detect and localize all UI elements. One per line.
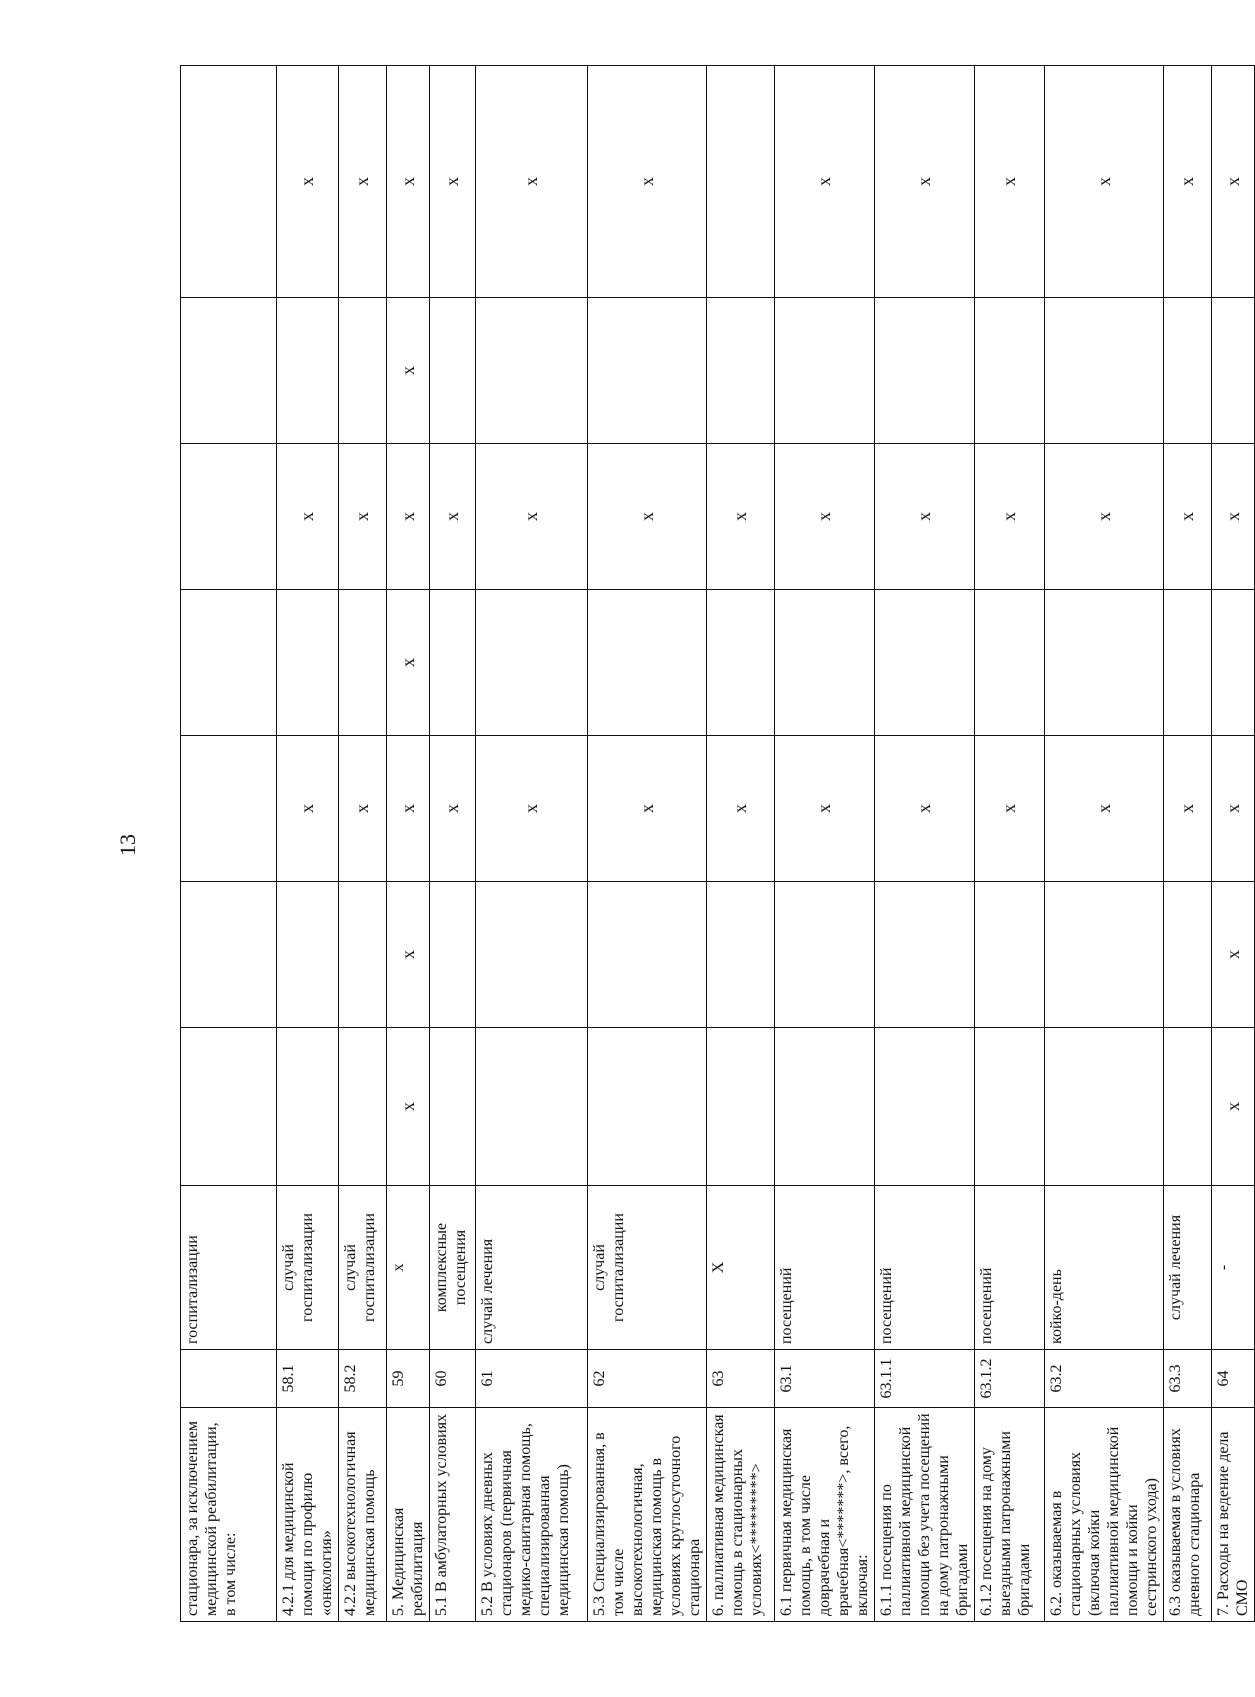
cell-col7 (430, 590, 476, 736)
cell-col10: х (430, 66, 476, 298)
cell-col7 (775, 590, 875, 736)
row-code: 63 (707, 1350, 775, 1408)
cell-col5: х (1212, 882, 1255, 1028)
cell-col6: х (875, 736, 975, 882)
table-row (430, 66, 476, 1622)
row-name: 4.2.1 для медицинской помощи по профилю «онкология» (277, 1408, 339, 1622)
cell-col6: х (277, 736, 339, 882)
cell-col5 (1045, 882, 1164, 1028)
cell-col9 (775, 298, 875, 444)
cell-col5 (975, 882, 1045, 1028)
cell-col5 (588, 882, 707, 1028)
table-row (707, 66, 775, 1622)
cell-col7 (277, 590, 339, 736)
cell-col6: х (476, 736, 588, 882)
table-row (181, 66, 277, 1622)
row-unit: случай лечения (1164, 1186, 1212, 1350)
row-unit: случай госпитализации (339, 1186, 387, 1350)
cell-col9 (588, 298, 707, 444)
cell-col9 (875, 298, 975, 444)
cell-col7: х (387, 590, 430, 736)
table-row (1045, 66, 1164, 1622)
row-name: 6.3 оказываемая в условиях дневного стационара (1164, 1408, 1212, 1622)
row-unit: койко-день (1045, 1186, 1164, 1350)
row-code: 63.3 (1164, 1350, 1212, 1408)
table-row (339, 66, 387, 1622)
cell-col4 (181, 1028, 277, 1186)
cell-col4 (430, 1028, 476, 1186)
cell-col6: х (975, 736, 1045, 882)
cell-col10: х (588, 66, 707, 298)
row-code: 58.1 (277, 1350, 339, 1408)
cell-col7 (875, 590, 975, 736)
cell-col10: х (1212, 66, 1255, 298)
cell-col4 (975, 1028, 1045, 1186)
cell-col5: х (387, 882, 430, 1028)
cell-col5 (775, 882, 875, 1028)
row-code: 59 (387, 1350, 430, 1408)
cell-col8: х (1164, 444, 1212, 590)
row-unit: случай госпитализации (277, 1186, 339, 1350)
row-code: 63.1.2 (975, 1350, 1045, 1408)
cell-col4 (707, 1028, 775, 1186)
cell-col9 (1212, 298, 1255, 444)
cell-col7 (975, 590, 1045, 736)
cell-col10: х (339, 66, 387, 298)
row-name: 5. Медицинская реабилитация (387, 1408, 430, 1622)
cell-col10: х (387, 66, 430, 298)
row-unit: комплексные посещения (430, 1186, 476, 1350)
row-code: 62 (588, 1350, 707, 1408)
cell-col8: х (875, 444, 975, 590)
table-row (588, 66, 707, 1622)
cell-col10: х (975, 66, 1045, 298)
row-unit: посещений (975, 1186, 1045, 1350)
cell-col8: х (775, 444, 875, 590)
cell-col4 (775, 1028, 875, 1186)
cell-col6: х (1045, 736, 1164, 882)
cell-col10 (707, 66, 775, 298)
cell-col4: х (387, 1028, 430, 1186)
cell-col8: х (707, 444, 775, 590)
row-code: 63.1 (775, 1350, 875, 1408)
table-row (875, 66, 975, 1622)
cell-col9 (339, 298, 387, 444)
cell-col8: х (339, 444, 387, 590)
cell-col5 (707, 882, 775, 1028)
row-name: 6.1 первичная медицинская помощь, в том числе доврачебная и врачебная<*******>, всего, включая: (775, 1408, 875, 1622)
cell-col9 (1045, 298, 1164, 444)
cell-col4 (476, 1028, 588, 1186)
row-unit: госпитализации (181, 1186, 277, 1350)
table-row (277, 66, 339, 1622)
row-unit: случай лечения (476, 1186, 588, 1350)
row-unit: Х (707, 1186, 775, 1350)
cell-col6: х (707, 736, 775, 882)
page-number: 13 (115, 834, 140, 856)
cell-col10: х (476, 66, 588, 298)
cell-col5 (1164, 882, 1212, 1028)
table-row (775, 66, 875, 1622)
cell-col10: х (1045, 66, 1164, 298)
cell-col6: х (775, 736, 875, 882)
row-code: 58.2 (339, 1350, 387, 1408)
cell-col8: х (476, 444, 588, 590)
cell-col6: х (387, 736, 430, 882)
row-name: 6.1.2 посещения на дому выездными патронажными бригадами (975, 1408, 1045, 1622)
row-name: стационара, за исключением медицинской реабилитации, в том числе: (181, 1408, 277, 1622)
cell-col6 (181, 736, 277, 882)
cell-col7 (588, 590, 707, 736)
row-name: 4.2.2 высокотехнологичная медицинская помощь (339, 1408, 387, 1622)
cell-col4 (875, 1028, 975, 1186)
row-code (181, 1350, 277, 1408)
row-code: 64 (1212, 1350, 1255, 1408)
table-row (476, 66, 588, 1622)
cell-col6: х (339, 736, 387, 882)
cell-col5 (181, 882, 277, 1028)
cell-col8: х (1045, 444, 1164, 590)
table-row (1164, 66, 1212, 1622)
cell-col7 (1212, 590, 1255, 736)
row-unit: посещений (775, 1186, 875, 1350)
cell-col6: х (1164, 736, 1212, 882)
cell-col8: х (387, 444, 430, 590)
cell-col9 (181, 298, 277, 444)
cell-col7 (339, 590, 387, 736)
cell-col9 (476, 298, 588, 444)
row-name: 5.1 В амбулаторных условиях (430, 1408, 476, 1622)
cell-col7 (707, 590, 775, 736)
cell-col7 (181, 590, 277, 736)
rotated-table-wrapper (180, 66, 1251, 1622)
row-code: 63.1.1 (875, 1350, 975, 1408)
cell-col8: х (277, 444, 339, 590)
cell-col4 (588, 1028, 707, 1186)
cell-col5 (277, 882, 339, 1028)
cell-col10: х (277, 66, 339, 298)
cell-col5 (875, 882, 975, 1028)
cell-col10 (181, 66, 277, 298)
cell-col4 (1164, 1028, 1212, 1186)
row-unit: - (1212, 1186, 1255, 1350)
cell-col9 (707, 298, 775, 444)
cell-col8: х (1212, 444, 1255, 590)
table-row (1212, 66, 1255, 1622)
cell-col8: х (430, 444, 476, 590)
row-unit: посещений (875, 1186, 975, 1350)
cell-col4 (277, 1028, 339, 1186)
cell-col10: х (775, 66, 875, 298)
cell-col6: х (588, 736, 707, 882)
row-name: 7. Расходы на ведение дела СМО (1212, 1408, 1255, 1622)
cell-col6: х (1212, 736, 1255, 882)
cell-col6: х (430, 736, 476, 882)
row-name: 5.3 Специализированная, в том числе высокотехнологичная, медицинская помощь в условиях круглосуточного стационара (588, 1408, 707, 1622)
cell-col8 (181, 444, 277, 590)
cell-col4 (1045, 1028, 1164, 1186)
cell-col8: х (588, 444, 707, 590)
row-name: 6.2. оказываемая в стационарных условиях (включая койки паллиативной медицинской помощи и койки сестринского ухода) (1045, 1408, 1164, 1622)
row-name: 6. паллиативная медицинская помощь в стационарных условиях<*********> (707, 1408, 775, 1622)
cell-col5 (339, 882, 387, 1028)
row-name: 5.2 В условиях дневных стационаров (первичная медико-санитарная помощь, специализированная медицинская помощь) (476, 1408, 588, 1622)
cell-col7 (1164, 590, 1212, 736)
cell-col9 (277, 298, 339, 444)
cell-col9 (430, 298, 476, 444)
row-code: 63.2 (1045, 1350, 1164, 1408)
cell-col10: х (1164, 66, 1212, 298)
table-row (975, 66, 1045, 1622)
cell-col7 (476, 590, 588, 736)
cell-col10: х (875, 66, 975, 298)
cell-col4 (339, 1028, 387, 1186)
financing-table (180, 65, 1255, 1622)
cell-col8: х (975, 444, 1045, 590)
cell-col7 (1045, 590, 1164, 736)
row-code: 60 (430, 1350, 476, 1408)
row-unit: х (387, 1186, 430, 1350)
cell-col9 (975, 298, 1045, 444)
table-row (387, 66, 430, 1622)
row-name: 6.1.1 посещения по паллиативной медицинской помощи без учета посещений на дому патронажными бригадами (875, 1408, 975, 1622)
cell-col9 (1164, 298, 1212, 444)
cell-col4: х (1212, 1028, 1255, 1186)
row-unit: случай госпитализации (588, 1186, 707, 1350)
cell-col9: х (387, 298, 430, 444)
row-code: 61 (476, 1350, 588, 1408)
cell-col5 (476, 882, 588, 1028)
cell-col5 (430, 882, 476, 1028)
